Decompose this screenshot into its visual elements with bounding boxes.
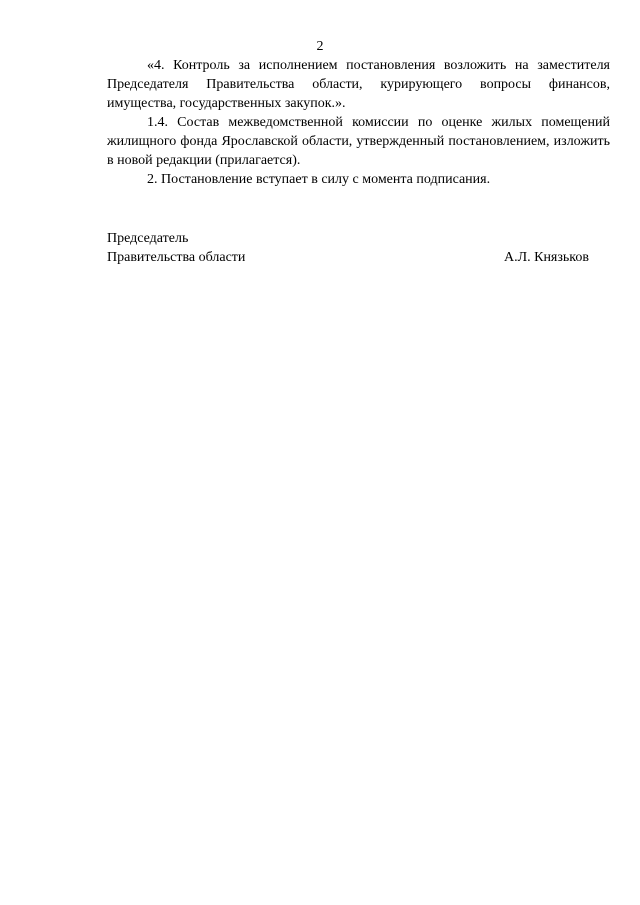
- paragraph-effective-date: 2. Постановление вступает в силу с момента подписания.: [147, 172, 491, 187]
- signature-line: [107, 248, 589, 267]
- signatory-name: А.Л. Князьков: [504, 250, 589, 265]
- paragraph-commission-composition: 1.4. Состав межведомственной комиссии по оценке жилых помещений жилищного фонда Ярославской области, утвержденный постановлением, изложить в новой редакции (прилагается).: [107, 115, 610, 168]
- signature-block: [107, 229, 589, 267]
- document-body: [107, 56, 610, 189]
- page-number: 2: [316, 39, 324, 54]
- paragraph-control-clause: «4. Контроль за исполнением постановления возложить на заместителя Председателя Правительства области, курирующего вопросы финансов, имущества, государственных закупок.».: [107, 58, 610, 111]
- signatory-title-line1: Председатель: [107, 231, 189, 246]
- signatory-title-line2: Правительства области: [107, 250, 246, 265]
